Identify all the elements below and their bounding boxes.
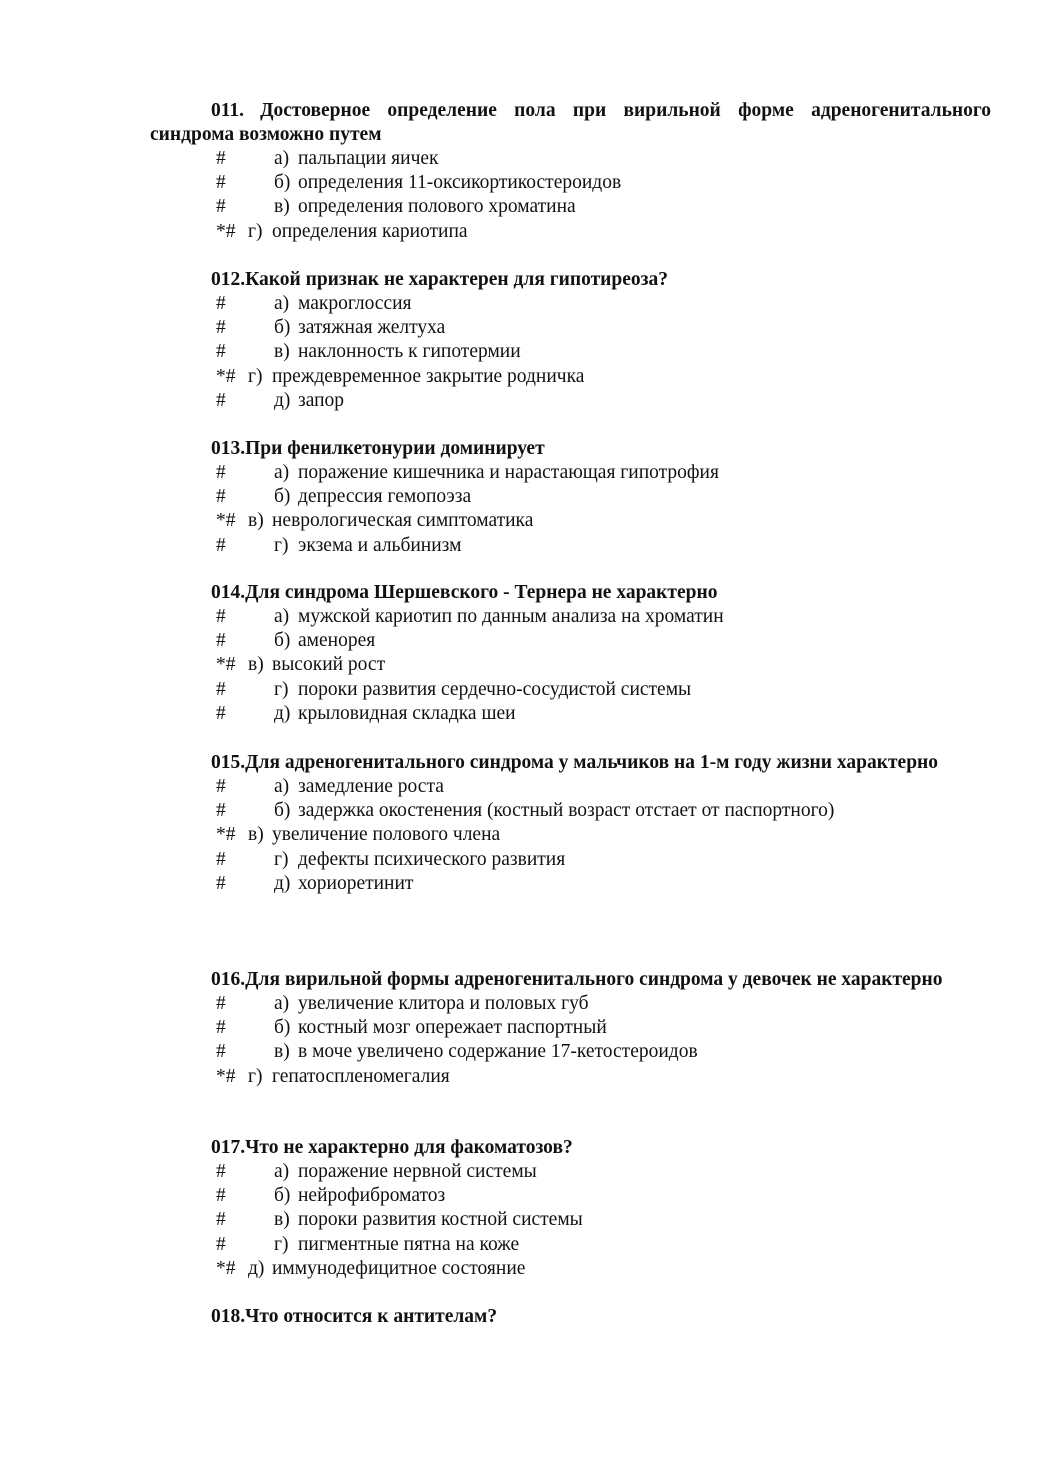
question-018: [150, 1305, 991, 1329]
option-marker: #: [216, 678, 226, 700]
answer-option: [150, 1233, 991, 1257]
answer-option-correct: [150, 220, 991, 244]
option-letter: а): [274, 148, 290, 169]
option-marker: #: [216, 462, 226, 483]
option-marker: #: [216, 1209, 226, 1231]
answer-option: [150, 702, 991, 726]
option-text: иммунодефицитное состояние: [272, 1257, 526, 1279]
option-letter: б): [274, 317, 291, 339]
answer-option: [150, 292, 991, 316]
option-text: неврологическая симптоматика: [272, 510, 534, 532]
option-text: определения кариотипа: [272, 220, 468, 242]
option-letter: б): [274, 172, 291, 194]
question-number: 016.: [211, 969, 246, 990]
answer-option: [150, 1208, 991, 1232]
option-letter: б): [274, 1185, 291, 1207]
option-text: высокий рост: [272, 654, 386, 676]
option-text: пороки развития сердечно-сосудистой системы: [298, 678, 692, 700]
option-letter: в): [248, 824, 264, 846]
question-011: [150, 99, 991, 244]
option-marker: #: [216, 341, 226, 363]
option-marker: *#: [216, 1257, 236, 1279]
answer-option: [150, 195, 991, 219]
question-text: Достоверное определение пола при вирильной форме адреногенитального синдрома возможно путем: [150, 100, 991, 145]
option-letter: в): [274, 1209, 290, 1231]
answer-option: [150, 340, 991, 364]
option-marker: #: [216, 317, 226, 339]
question-title: [150, 437, 991, 461]
option-text: хориоретинит: [298, 872, 414, 894]
question-title: [150, 751, 991, 775]
option-letter: г): [274, 534, 289, 556]
answer-option-correct: [150, 509, 991, 533]
option-letter: г): [274, 1233, 289, 1255]
option-marker: *#: [216, 1065, 236, 1087]
option-marker: #: [216, 848, 226, 870]
option-text: увеличение клитора и половых губ: [298, 993, 589, 1014]
option-letter: г): [248, 365, 263, 387]
answer-option: [150, 992, 991, 1016]
option-marker: #: [216, 1017, 226, 1039]
question-title: [150, 581, 991, 605]
option-text: поражение кишечника и нарастающая гипотрофия: [298, 462, 719, 483]
option-text: костный мозг опережает паспортный: [298, 1017, 607, 1039]
question-016: [150, 968, 991, 1089]
option-text: запор: [298, 389, 345, 411]
option-marker: *#: [216, 220, 236, 242]
answer-option: [150, 799, 991, 823]
option-letter: б): [274, 630, 291, 652]
option-text: мужской кариотип по данным анализа на хроматин: [298, 606, 724, 627]
option-marker: #: [216, 606, 226, 627]
option-text: увеличение полового члена: [272, 824, 501, 846]
option-text: поражение нервной системы: [298, 1161, 537, 1182]
option-letter: а): [274, 462, 290, 483]
question-text: Что не характерно для факоматозов?: [245, 1137, 573, 1158]
question-text: Для синдрома Шершевского - Тернера не характерно: [245, 582, 718, 603]
answer-option-correct: [150, 365, 991, 389]
answer-option: [150, 461, 991, 485]
answer-option-correct: [150, 653, 991, 677]
question-number: 011.: [211, 100, 245, 121]
answer-option-correct: [150, 1065, 991, 1089]
option-letter: а): [274, 1161, 290, 1182]
answer-option: [150, 775, 991, 799]
answer-option: [150, 678, 991, 702]
question-number: 014.: [211, 582, 246, 603]
question-number: 013.: [211, 438, 246, 459]
option-text: пороки развития костной системы: [298, 1209, 583, 1231]
answer-option: [150, 171, 991, 195]
question-text: Для вирильной формы адреногенитального синдрома у девочек не характерно: [245, 969, 943, 990]
option-marker: #: [216, 702, 226, 724]
option-letter: в): [274, 196, 290, 218]
option-text: задержка окостенения (костный возраст отстает от паспортного): [298, 800, 835, 822]
question-text: Что относится к антителам?: [245, 1306, 498, 1327]
option-letter: в): [274, 1041, 290, 1063]
question-017: [150, 1136, 991, 1281]
option-marker: #: [216, 486, 226, 508]
option-letter: г): [274, 678, 289, 700]
option-marker: #: [216, 800, 226, 822]
option-marker: *#: [216, 510, 236, 532]
question-text: Для адреногенитального синдрома у мальчиков на 1-м году жизни характерно: [245, 752, 939, 773]
answer-option: [150, 485, 991, 509]
option-marker: *#: [216, 824, 236, 846]
option-marker: #: [216, 172, 226, 194]
option-letter: а): [274, 606, 290, 627]
question-text: При фенилкетонурии доминирует: [245, 438, 545, 459]
question-012: [150, 268, 991, 413]
answer-option-correct: [150, 823, 991, 847]
option-marker: #: [216, 1041, 226, 1063]
answer-option: [150, 389, 991, 413]
option-letter: б): [274, 486, 291, 508]
question-number: 015.: [211, 752, 246, 773]
option-letter: д): [248, 1257, 265, 1279]
option-marker: #: [216, 389, 226, 411]
option-letter: б): [274, 800, 291, 822]
answer-option: [150, 316, 991, 340]
question-013: [150, 437, 991, 558]
question-text: Какой признак не характерен для гипотиреоза?: [245, 269, 668, 290]
question-title: [150, 268, 991, 292]
answer-option: [150, 848, 991, 872]
option-letter: б): [274, 1017, 291, 1039]
option-marker: #: [216, 293, 226, 314]
option-marker: #: [216, 196, 226, 218]
question-title: [150, 968, 991, 992]
option-marker: #: [216, 1161, 226, 1182]
option-marker: #: [216, 776, 226, 797]
option-text: пальпации яичек: [298, 148, 439, 169]
answer-option: [150, 629, 991, 653]
answer-option: [150, 534, 991, 558]
option-text: нейрофиброматоз: [298, 1185, 446, 1207]
question-title: [150, 1136, 991, 1160]
question-number: 018.: [211, 1306, 246, 1327]
option-text: определения полового хроматина: [298, 196, 576, 218]
answer-option: [150, 872, 991, 896]
answer-option: [150, 1016, 991, 1040]
option-letter: г): [248, 220, 263, 242]
answer-option: [150, 605, 991, 629]
question-number: 012.: [211, 269, 246, 290]
option-marker: *#: [216, 654, 236, 676]
option-text: наклонность к гипотермии: [298, 341, 521, 363]
option-text: депрессия гемопоэза: [298, 486, 472, 508]
option-text: дефекты психического развития: [298, 848, 566, 870]
answer-option: [150, 1040, 991, 1064]
option-text: пигментные пятна на коже: [298, 1233, 520, 1255]
option-text: макроглоссия: [298, 293, 412, 314]
option-text: гепатоспленомегалия: [272, 1065, 450, 1087]
option-marker: #: [216, 993, 226, 1014]
option-letter: д): [274, 389, 291, 411]
option-marker: #: [216, 148, 226, 169]
option-marker: #: [216, 534, 226, 556]
option-letter: а): [274, 776, 290, 797]
option-text: определения 11-оксикортикостероидов: [298, 172, 622, 194]
option-text: замедление роста: [298, 776, 444, 797]
option-text: крыловидная складка шеи: [298, 702, 516, 724]
option-letter: г): [274, 848, 289, 870]
option-letter: в): [248, 510, 264, 532]
option-marker: *#: [216, 365, 236, 387]
option-letter: в): [248, 654, 264, 676]
option-letter: в): [274, 341, 290, 363]
option-text: в моче увеличено содержание 17-кетостероидов: [298, 1041, 698, 1063]
option-letter: д): [274, 702, 291, 724]
question-number: 017.: [211, 1137, 246, 1158]
question-title: [150, 1305, 991, 1329]
answer-option-correct: [150, 1257, 991, 1281]
option-marker: #: [216, 630, 226, 652]
option-text: затяжная желтуха: [298, 317, 446, 339]
option-marker: #: [216, 1185, 226, 1207]
option-text: аменорея: [298, 630, 376, 652]
option-letter: а): [274, 293, 290, 314]
question-015: [150, 751, 991, 896]
question-title: [150, 99, 991, 147]
answer-option: [150, 147, 991, 171]
option-letter: г): [248, 1065, 263, 1087]
option-letter: д): [274, 872, 291, 894]
option-marker: #: [216, 1233, 226, 1255]
option-text: преждевременное закрытие родничка: [272, 365, 585, 387]
option-marker: #: [216, 872, 226, 894]
question-014: [150, 581, 991, 726]
option-text: экзема и альбинизм: [298, 534, 462, 556]
answer-option: [150, 1184, 991, 1208]
answer-option: [150, 1160, 991, 1184]
option-letter: а): [274, 993, 290, 1014]
